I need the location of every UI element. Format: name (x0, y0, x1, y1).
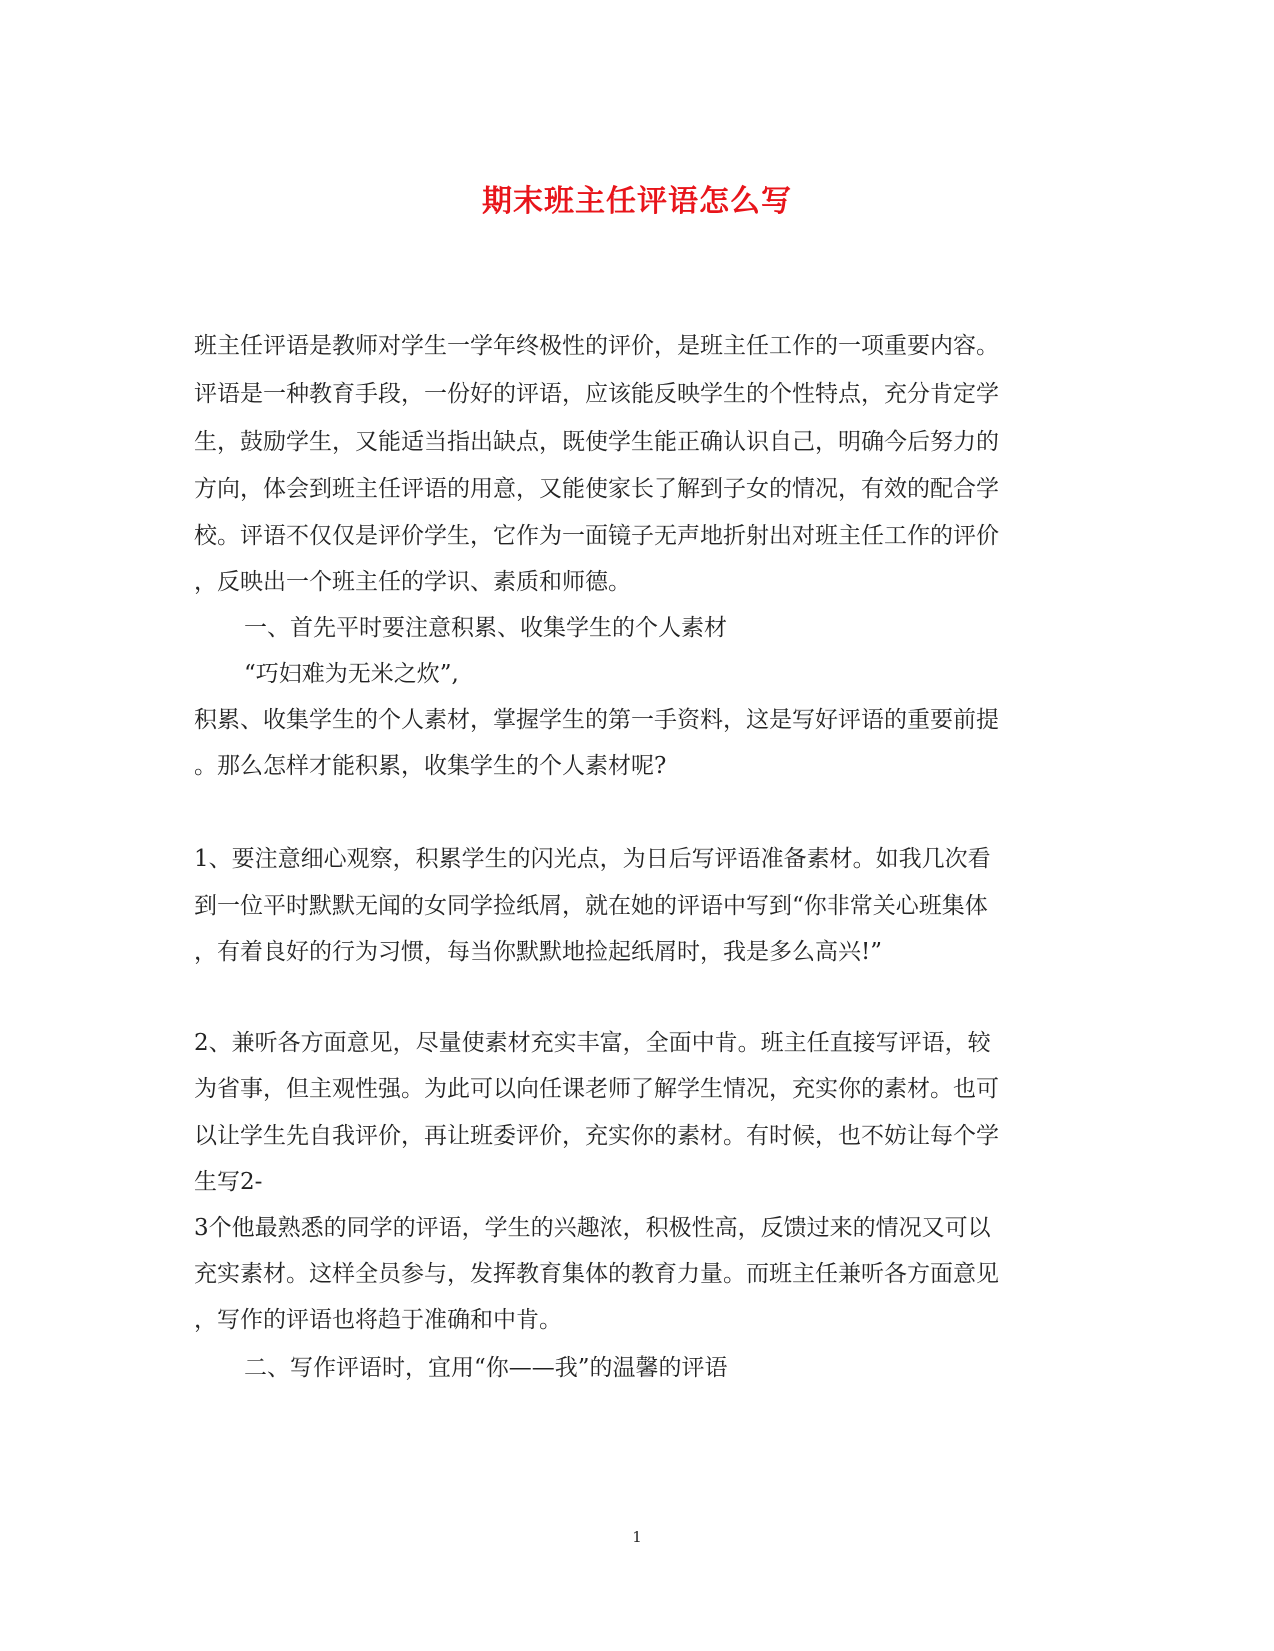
paragraph-line: ，有着良好的行为习惯，每当你默默地捡起纸屑时，我是多么高兴!” (194, 939, 883, 965)
paragraph-line: 。那么怎样才能积累，收集学生的个人素材呢? (194, 753, 667, 779)
page-number: 1 (632, 1528, 642, 1546)
paragraph-line: 积累、收集学生的个人素材，掌握学生的第一手资料，这是写好评语的重要前提 (194, 707, 999, 733)
paragraph-line: 1、要注意细心观察，积累学生的闪光点，为日后写评语准备素材。如我几次看 (194, 846, 991, 872)
paragraph-line: 到一位平时默默无闻的女同学捡纸屑，就在她的评语中写到“你非常关心班集体 (194, 893, 988, 919)
quote-line: “巧妇难为无米之炊”, (244, 661, 459, 687)
paragraph-line: 2、兼听各方面意见，尽量使素材充实丰富，全面中肯。班主任直接写评语，较 (194, 1030, 991, 1056)
paragraph-line: 生写2- (194, 1169, 263, 1195)
paragraph-line: 生，鼓励学生，又能适当指出缺点，既使学生能正确认识自己，明确今后努力的 (194, 429, 999, 455)
document-title: 期末班主任评语怎么写 (482, 184, 792, 219)
paragraph-line: 为省事，但主观性强。为此可以向任课老师了解学生情况，充实你的素材。也可 (194, 1076, 999, 1102)
paragraph-line: 班主任评语是教师对学生一学年终极性的评价，是班主任工作的一项重要内容。 (194, 333, 999, 359)
paragraph-line: 以让学生先自我评价，再让班委评价，充实你的素材。有时候，也不妨让每个学 (194, 1123, 999, 1149)
paragraph-line: ，写作的评语也将趋于准确和中肯。 (194, 1307, 562, 1333)
paragraph-line: 评语是一种教育手段，一份好的评语，应该能反映学生的个性特点，充分肯定学 (194, 381, 999, 407)
paragraph-line: 3个他最熟悉的同学的评语，学生的兴趣浓，积极性高，反馈过来的情况又可以 (194, 1215, 991, 1241)
paragraph-line: 校。评语不仅仅是评价学生，它作为一面镜子无声地折射出对班主任工作的评价 (194, 523, 999, 549)
paragraph-line: 方向，体会到班主任评语的用意，又能使家长了解到子女的情况，有效的配合学 (194, 476, 999, 502)
section-heading: 二、写作评语时，宜用“你——我”的温馨的评语 (244, 1355, 728, 1381)
section-heading: 一、首先平时要注意积累、收集学生的个人素材 (244, 615, 727, 641)
paragraph-line: 充实素材。这样全员参与，发挥教育集体的教育力量。而班主任兼听各方面意见 (194, 1261, 999, 1287)
paragraph-line: ，反映出一个班主任的学识、素质和师德。 (194, 569, 631, 595)
